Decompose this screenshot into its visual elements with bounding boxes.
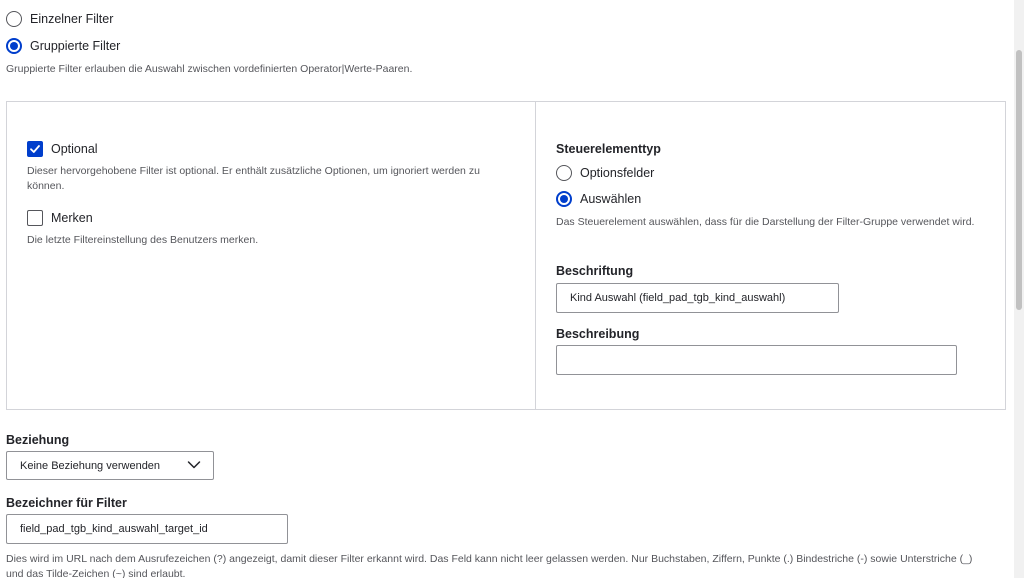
optional-description: Dieser hervorgehobene Filter ist optional. Er enthält zusätzliche Optionen, um ignoriert werden zu können. xyxy=(27,165,480,192)
panel-divider xyxy=(535,101,536,410)
radio-button[interactable] xyxy=(556,165,572,181)
radio-label: Auswählen xyxy=(580,192,642,206)
scrollbar-thumb[interactable] xyxy=(1016,50,1022,310)
checkbox-merken[interactable] xyxy=(27,210,93,226)
checkbox-label: Optional xyxy=(51,142,98,156)
page-scrollbar[interactable] xyxy=(1014,0,1024,578)
filter-identifier-label: Bezeichner für Filter xyxy=(6,496,127,510)
checkbox-label: Merken xyxy=(51,211,93,225)
filter-type-description: Gruppierte Filter erlauben die Auswahl zwischen vordefinierten Operator|Werte-Paaren. xyxy=(6,63,413,75)
radio-button[interactable] xyxy=(6,11,22,27)
radio-label: Gruppierte Filter xyxy=(30,39,121,53)
checkbox-optional[interactable] xyxy=(27,141,98,157)
relationship-select[interactable] xyxy=(6,451,214,480)
chevron-down-icon xyxy=(187,460,201,470)
caption-input[interactable]: Kind Auswahl (field_pad_tgb_kind_auswahl) xyxy=(556,283,839,313)
radio-auswaehlen[interactable] xyxy=(556,191,641,207)
radio-optionsfelder[interactable] xyxy=(556,165,654,181)
radio-label: Einzelner Filter xyxy=(30,12,114,26)
filter-identifier-description-line2: und das Tilde-Zeichen (~) sind erlaubt. xyxy=(6,568,186,578)
description-label: Beschreibung xyxy=(556,327,640,341)
radio-einzelner-filter[interactable] xyxy=(6,11,113,27)
caption-label: Beschriftung xyxy=(556,264,634,278)
radio-label: Optionsfelder xyxy=(580,166,655,180)
filter-identifier-input[interactable]: field_pad_tgb_kind_auswahl_target_id xyxy=(6,514,288,544)
filter-identifier-description-line1: Dies wird im URL nach dem Ausrufezeichen (?) angezeigt, damit dieser Filter erkannt wird. Das Feld kann nicht leer gelassen werden. Nur Buchstaben, Ziffern, Punkte (.) Bindestriche (-) sowie Unterstriche (_) xyxy=(6,553,973,565)
checkmark-icon xyxy=(29,143,41,155)
description-input[interactable] xyxy=(556,345,957,375)
checkbox[interactable] xyxy=(27,141,43,157)
radio-button[interactable] xyxy=(556,191,572,207)
relationship-selected-value: Keine Beziehung verwenden xyxy=(20,459,161,472)
radio-gruppierte-filter[interactable] xyxy=(6,38,120,54)
checkbox[interactable] xyxy=(27,210,43,226)
remember-description: Die letzte Filtereinstellung des Benutzers merken. xyxy=(27,234,259,246)
relationship-label: Beziehung xyxy=(6,433,70,447)
control-type-description: Das Steuerelement auswählen, dass für die Darstellung der Filter-Gruppe verwendet wird. xyxy=(556,216,975,228)
filter-identifier-description xyxy=(6,552,1016,578)
control-type-label: Steuerelementtyp xyxy=(556,142,661,156)
radio-button[interactable] xyxy=(6,38,22,54)
